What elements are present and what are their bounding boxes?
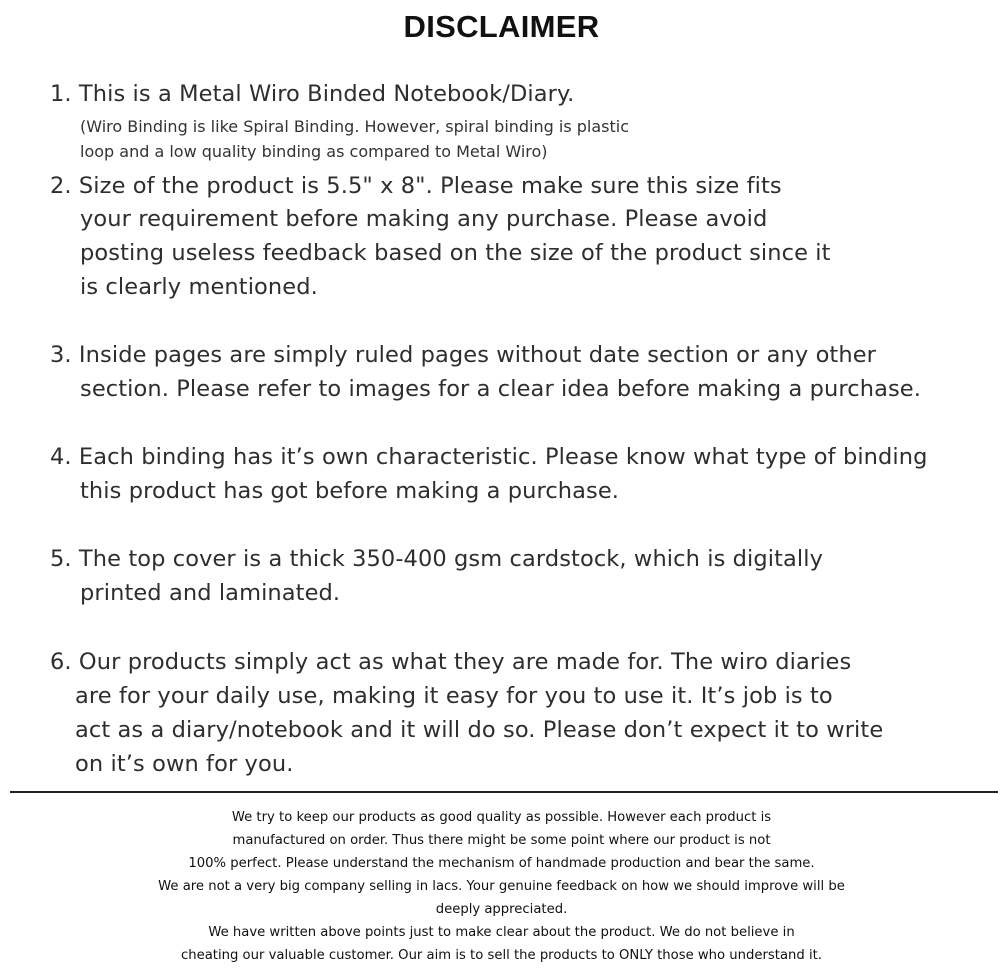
- point-2-line-2: your requirement before making any purchase. Please avoid: [80, 206, 768, 232]
- footer-line-5: deeply appreciated.: [435, 902, 568, 917]
- point-5-line-1: 5. The top cover is a thick 350-400 gsm cardstock, which is digitally: [50, 546, 824, 572]
- footer-line-1: We try to keep our products as good quality as possible. However each product is: [231, 810, 772, 825]
- point-6-line-4: on it’s own for you.: [75, 751, 294, 777]
- point-2-line-3: posting useless feedback based on the size of the product since it: [80, 240, 831, 266]
- page-title: DISCLAIMER: [403, 9, 600, 44]
- point-6-line-1: 6. Our products simply act as what they are made for. The wiro diaries: [50, 649, 852, 675]
- point-6-line-2: are for your daily use, making it easy for you to use it. It’s job is to: [75, 683, 833, 709]
- point-4-line-1: 4. Each binding has it’s own characteristic. Please know what type of binding: [50, 444, 928, 470]
- footer-line-2: manufactured on order. Thus there might be some point where our product is not: [232, 833, 771, 848]
- point-1-note-line-1: (Wiro Binding is like Spiral Binding. However, spiral binding is plastic: [80, 117, 630, 136]
- footer-note: [0, 806, 1003, 967]
- footer-line-7: cheating our valuable customer. Our aim is to sell the products to ONLY those who understand it.: [180, 948, 822, 963]
- point-3-line-1: 3. Inside pages are simply ruled pages without date section or any other: [50, 342, 877, 368]
- point-3-line-2: section. Please refer to images for a clear idea before making a purchase.: [80, 376, 921, 402]
- footer-line-4: We are not a very big company selling in lacs. Your genuine feedback on how we should improve will be: [158, 879, 845, 894]
- footer-line-3: 100% perfect. Please understand the mechanism of handmade production and bear the same.: [188, 856, 815, 871]
- point-4-line-2: this product has got before making a purchase.: [80, 478, 620, 504]
- point-2-line-1: 2. Size of the product is 5.5" x 8". Please make sure this size fits: [50, 173, 782, 199]
- point-5-line-2: printed and laminated.: [80, 580, 341, 606]
- point-1-note-line-2: loop and a low quality binding as compared to Metal Wiro): [80, 142, 548, 161]
- footer-line-6: We have written above points just to make clear about the product. We do not believe in: [208, 925, 795, 940]
- point-1-line-1: 1. This is a Metal Wiro Binded Notebook/Diary.: [50, 81, 575, 107]
- point-2-line-4: is clearly mentioned.: [80, 274, 318, 300]
- divider-rule: [10, 791, 998, 793]
- point-6-line-3: act as a diary/notebook and it will do so. Please don’t expect it to write: [75, 717, 884, 743]
